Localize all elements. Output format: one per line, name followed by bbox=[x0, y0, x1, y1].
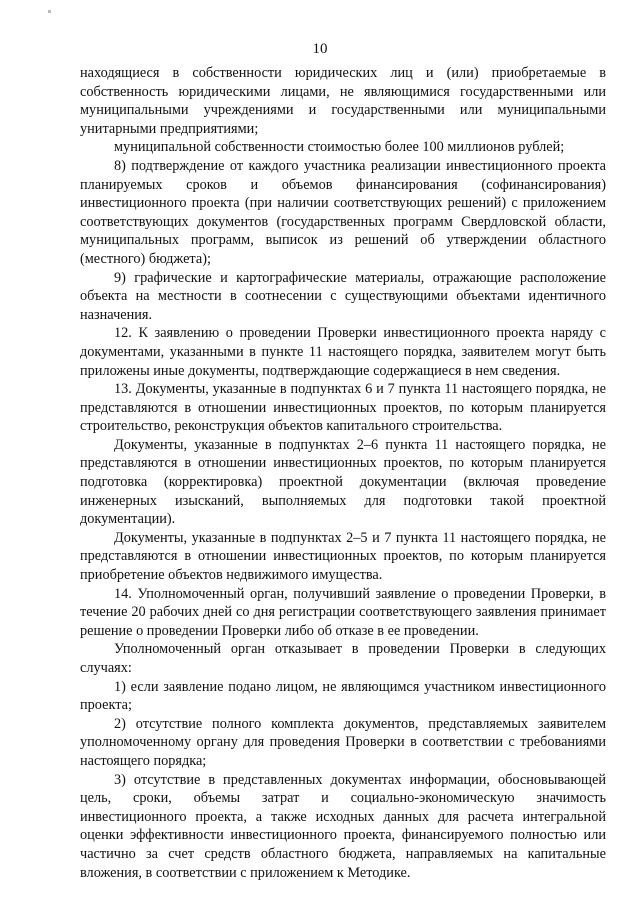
clause-13-real-estate: Документы, указанные в подпунктах 2–5 и 7 пункта 11 настоящего порядка, не представляются в отношении инвестиционных проектов, по которым планируется приобретение объектов недвижимого имущества. bbox=[80, 529, 606, 584]
refusal-item-2: 2) отсутствие полного комплекта документов, представляемых заявителем уполномоченному органу для проведения Проверки в соответствии с требованиями настоящего порядка; bbox=[80, 715, 606, 769]
refusal-item-1: 1) если заявление подано лицом, не являющимся участником инвестиционного проекта; bbox=[80, 678, 606, 714]
page-number: 10 bbox=[312, 41, 328, 57]
list-item-8: 8) подтверждение от каждого участника реализации инвестиционного проекта планируемых сроков и объемов финансирования (софинансирования) инвестиционного проекта (при наличии соответствующих решений) с приложением соответствующих документов (государственных программ Свердловской области, муниципальных программ, выписок из решений об утверждении областного (местного) бюджета); bbox=[80, 157, 606, 267]
clause-12: 12. К заявлению о проведении Проверки инвестиционного проекта наряду с документами, указанными в пункте 11 настоящего порядка, заявителем могут быть приложены иные документы, подтверждающие содержащиеся в нем сведения. bbox=[80, 325, 606, 379]
paragraph-continuation: находящиеся в собственности юридических лиц и (или) приобретаемые в собственность юридическими лицами, не являющимися государственными или муниципальными учреждениями и государственными или муниципальными унитарными предприятиями; bbox=[80, 65, 606, 137]
clause-14: 14. Уполномоченный орган, получивший заявление о проведении Проверки, в течение 20 рабочих дней со дня регистрации соответствующего заявления принимает решение о проведении Проверки либо об отказе в ее проведении. bbox=[80, 585, 606, 639]
refusal-item-3: 3) отсутствие в представленных документах информации, обосновывающей цель, сроки, объемы затрат и социально-экономическую значимость инвестиционного проекта, а также исходных данных для расчета интегральной оценки эффективности инвестиционного проекта, финансируемого полностью или частично за счет средств областного бюджета, направляемых на капитальные вложения, в соответствии с приложением к Методике. bbox=[80, 771, 606, 881]
paragraph-municipal-property: муниципальной собственности стоимостью более 100 миллионов рублей; bbox=[114, 139, 565, 156]
list-item-9: 9) графические и картографические материалы, отражающие расположение объекта на местности в соотнесении с существующими объектами идентичного назначения. bbox=[80, 269, 606, 323]
clause-14-refusal-intro: Уполномоченный орган отказывает в проведении Проверки в следующих случаях: bbox=[80, 641, 606, 676]
clause-13: 13. Документы, указанные в подпунктах 6 и 7 пункта 11 настоящего порядка, не представляются в отношении инвестиционных проектов, по которым планируется строительство, реконструкция объектов капитального строительства. bbox=[80, 381, 606, 435]
clause-13-design-docs: Документы, указанные в подпунктах 2–6 пункта 11 настоящего порядка, не представляются в отношении инвестиционных проектов, по которым планируется подготовка (корректировка) проектной документации (включая проведение инженерных изысканий, выполняемых для подготовки такой проектной документации). bbox=[80, 436, 606, 528]
document-body bbox=[80, 64, 606, 882]
scan-speck bbox=[48, 10, 51, 13]
